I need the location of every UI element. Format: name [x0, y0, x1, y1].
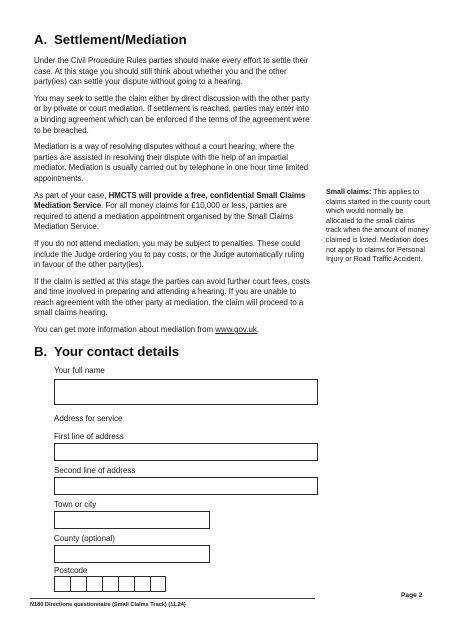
paragraph-mediation-service — [34, 191, 312, 233]
small-claims-sidenote — [326, 188, 430, 265]
section-b-heading — [34, 344, 179, 359]
address-for-service-label: Address for service — [54, 414, 123, 423]
postcode-label: Postcode — [54, 566, 88, 575]
sidenote-label: Small claims: — [326, 188, 372, 196]
section-b-letter: B. — [34, 344, 48, 359]
paragraph-mediation-definition: Mediation is a way of resolving disputes without a court hearing, where the parties are assisted in resolving their dispute with the help of an impartial mediator. Mediation is usually carried out by telephone in one hour time limited appointments. — [34, 142, 309, 183]
postcode-input[interactable] — [54, 576, 166, 592]
sidenote-text: This applies to claims started in the county court which would normally be allocated to the small claims track when the amount of money claimed is listed. Mediation does not apply to claims for Personal Injury or Road Traffic Accident. — [326, 188, 430, 264]
form-identifier: N180 Directions questionnaire (Small Claims Track) (11.24) — [30, 602, 186, 608]
address-line1-label: First line of address — [54, 432, 124, 441]
postcode-cell[interactable] — [118, 576, 134, 592]
postcode-cell[interactable] — [70, 576, 86, 592]
address-line2-label: Second line of address — [54, 466, 136, 475]
full-name-input[interactable] — [54, 379, 318, 405]
town-label: Town or city — [54, 500, 97, 509]
county-label: County (optional) — [54, 534, 115, 543]
paragraph-civil-procedure: Under the Civil Procedure Rules parties should make every effort to settle their case. At this stage you should still think about whether you and the other party(ies) can settle your dispute without going to a hearing. — [34, 56, 309, 87]
address-line1-input[interactable] — [54, 443, 318, 461]
p4-bold: HMCTS will provide a free, confidential Small Claims Mediation Service — [34, 190, 306, 211]
paragraph-settled: If the claim is settled at this stage the parties can avoid further court fees, costs and time involved in preparing and attending a hearing. If you are unable to reach agreement with the other party at mediation, the claim will proceed to a small claims hearing. — [34, 276, 310, 318]
p7-post: . — [256, 325, 260, 335]
town-input[interactable] — [54, 511, 210, 529]
postcode-cell[interactable] — [150, 576, 166, 592]
full-name-label: Your full name — [54, 366, 105, 375]
postcode-cell[interactable] — [54, 576, 70, 592]
p4-post: . For all money claims for £10,000 or less, parties are required to attend a mediation appointment organised by the Small Claims Mediation Service. — [34, 201, 294, 232]
section-a-heading — [34, 32, 187, 47]
address-line2-input[interactable] — [54, 477, 318, 495]
footer-divider — [30, 598, 315, 599]
county-input[interactable] — [54, 545, 210, 563]
section-a-body — [34, 56, 312, 342]
page-number: Page 2 — [401, 592, 423, 599]
paragraph-penalties: If you do not attend mediation, you may be subject to penalties. These could include the Judge ordering you to pay costs, or the Judge automatically ruling in favour of the other party(ies). — [34, 238, 305, 270]
paragraph-more-info — [34, 325, 312, 336]
p7-pre: You can get more information about mediation from — [34, 325, 216, 335]
section-a-title: Settlement/Mediation — [54, 32, 187, 47]
paragraph-settle-claim: You may seek to settle the claim either by direct discussion with the other party or by private or court mediation. If settlement is reached, parties may enter into a binding agreement which can be enforced if the terms of the agreement were to be breached. — [34, 93, 310, 135]
gov-uk-link[interactable]: www.gov.uk — [215, 325, 257, 335]
section-b-title: Your contact details — [54, 344, 180, 359]
postcode-cell[interactable] — [86, 576, 102, 592]
postcode-cell[interactable] — [102, 576, 118, 592]
p4-pre: As part of your case, — [34, 190, 109, 200]
section-a-letter: A. — [34, 32, 48, 47]
postcode-cell[interactable] — [134, 576, 150, 592]
